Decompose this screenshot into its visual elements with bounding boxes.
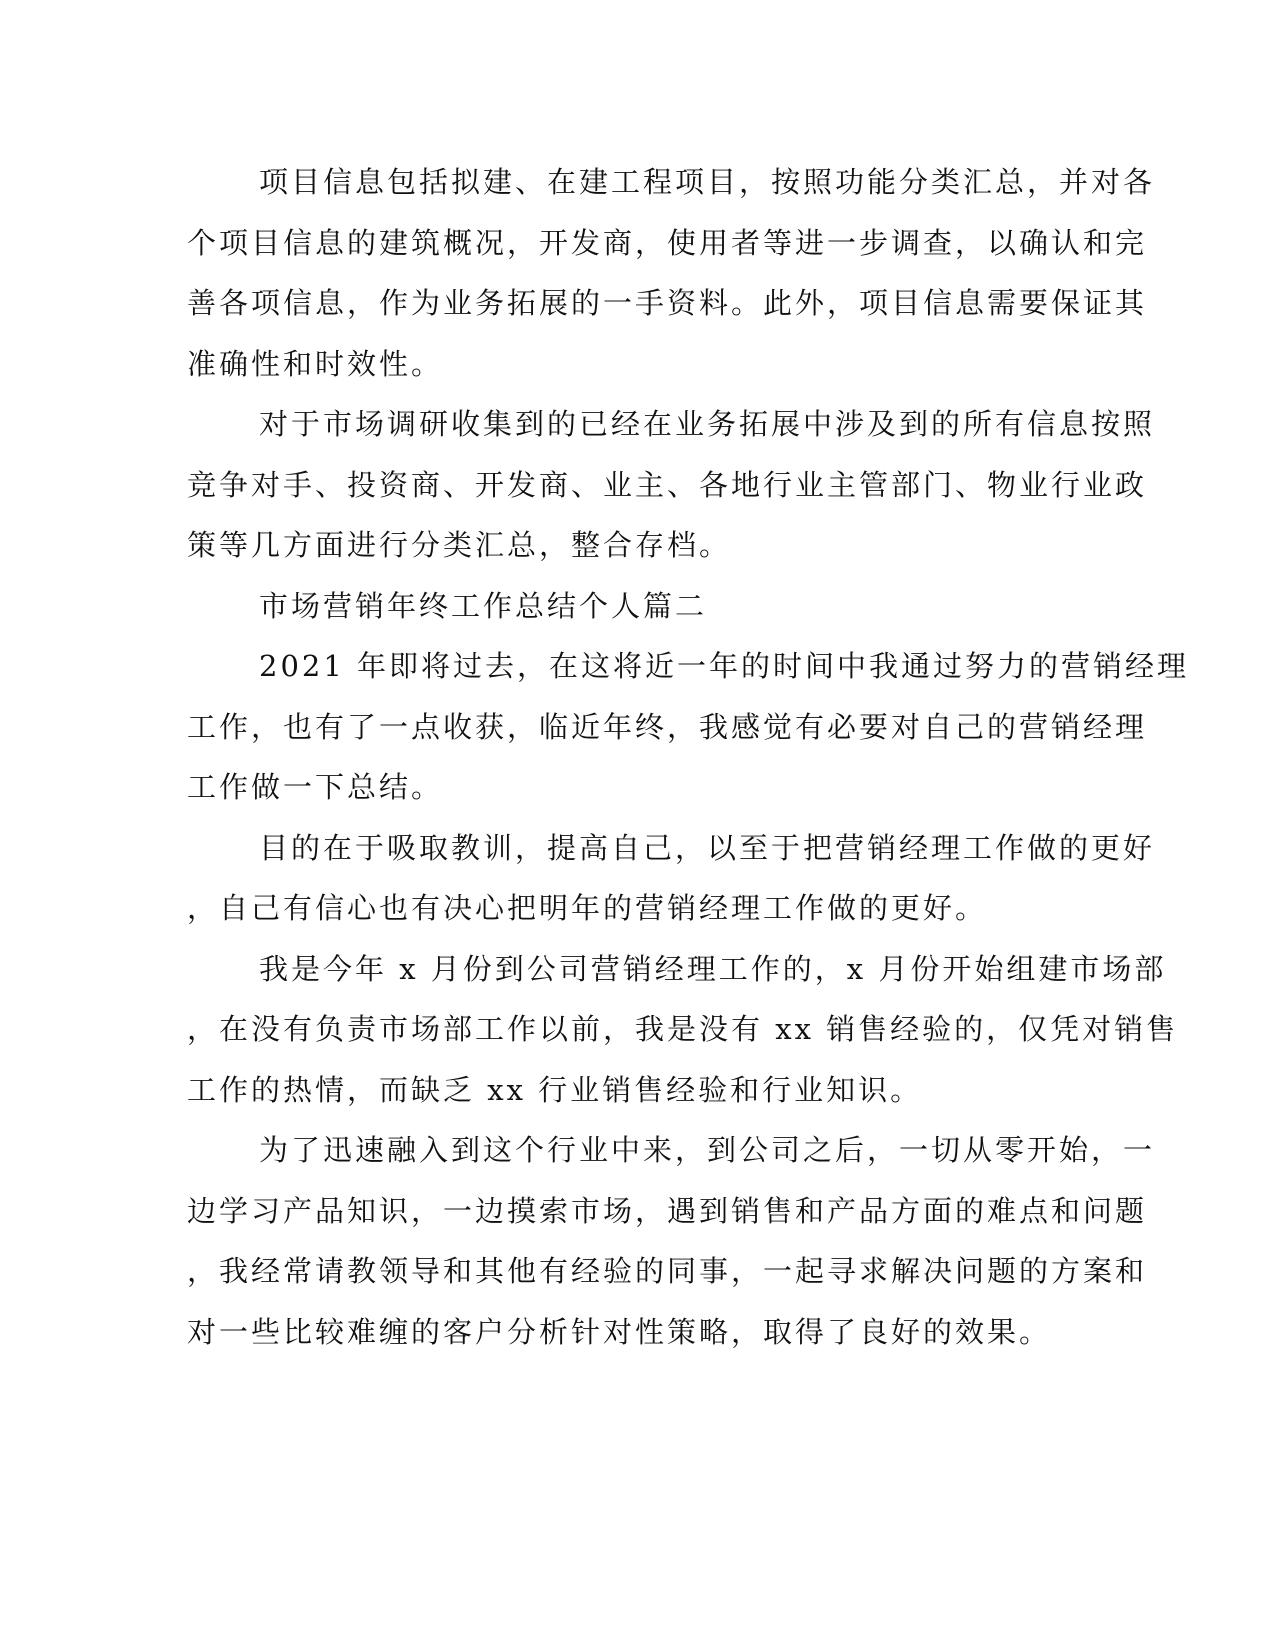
text-line: 工作做一下总结。 (187, 770, 444, 804)
paragraph-year-review (187, 636, 1190, 818)
text-line: ，我经常请教领导和其他有经验的同事，一起寻求解决问题的方案和 (187, 1254, 1148, 1288)
text-line: 准确性和时效性。 (187, 346, 444, 381)
text-line: ，自己有信心也有决心把明年的营销经理工作做的更好。 (187, 891, 988, 925)
paragraph-background (187, 939, 1179, 1121)
text-line: 目的在于吸取教训，提高自己，以至于把营销经理工作做的更好 (259, 830, 1156, 865)
text-line: 对一些比较难缠的客户分析针对性策略，取得了良好的效果。 (187, 1314, 1052, 1349)
section-heading (187, 576, 1087, 637)
paragraph-learning (187, 1120, 1156, 1362)
paragraph-project-info (187, 152, 1156, 394)
text-line: 2021 年即将过去，在这将近一年的时间中我通过努力的营销经理 (259, 649, 1190, 683)
text-line: 策等几方面进行分类汇总，整合存档。 (187, 528, 732, 562)
text-line: 我是今年 x 月份到公司营销经理工作的，x 月份开始组建市场部 (259, 951, 1167, 986)
text-line: 个项目信息的建筑概况，开发商，使用者等进一步调查，以确认和完 (187, 225, 1148, 260)
text-line: 工作，也有了一点收获，临近年终，我感觉有必要对自己的营销经理 (187, 709, 1148, 744)
text-line: 工作的热情，而缺乏 xx 行业销售经验和行业知识。 (187, 1072, 923, 1107)
text-line: 善各项信息，作为业务拓展的一手资料。此外，项目信息需要保证其 (187, 286, 1148, 320)
document-body (187, 152, 1190, 1362)
text-line: 边学习产品知识，一边摸索市场，遇到销售和产品方面的难点和问题 (187, 1193, 1148, 1228)
text-line: ，在没有负责市场部工作以前，我是没有 xx 销售经验的，仅凭对销售 (187, 1012, 1179, 1046)
paragraph-market-research (187, 394, 1156, 576)
text-line: 竞争对手、投资商、开发商、业主、各地行业主管部门、物业行业政 (187, 467, 1148, 502)
text-line: 对于市场调研收集到的已经在业务拓展中涉及到的所有信息按照 (259, 407, 1156, 441)
paragraph-purpose (187, 818, 1156, 939)
text-line: 为了迅速融入到这个行业中来，到公司之后，一切从零开始，一 (259, 1133, 1156, 1167)
heading-line: 市场营销年终工作总结个人篇二 (259, 588, 708, 623)
text-line: 项目信息包括拟建、在建工程项目，按照功能分类汇总，并对各 (259, 165, 1156, 199)
